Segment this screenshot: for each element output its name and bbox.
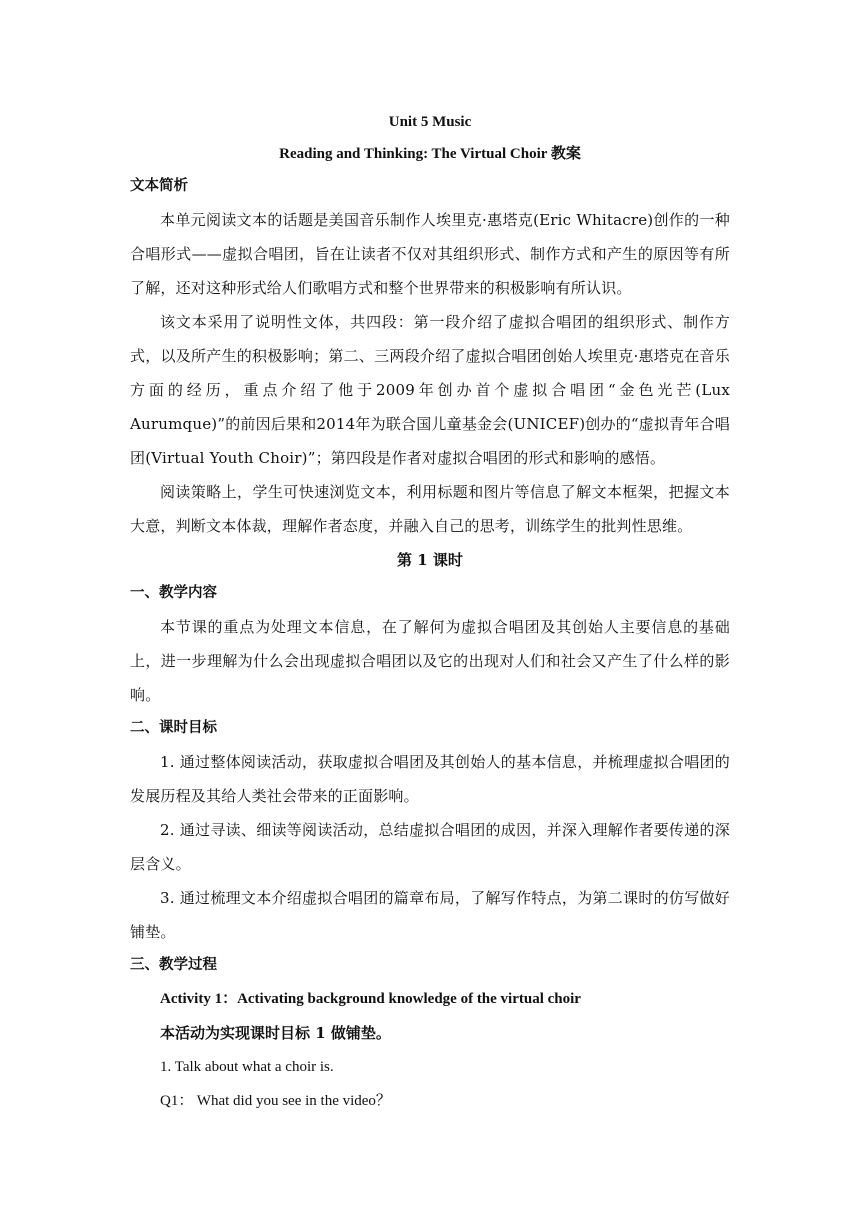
activity-1-step-1: 1. Talk about what a choir is. xyxy=(160,1059,334,1075)
overview-paragraph-3: 阅读策略上，学生可快速浏览文本，利用标题和图片等信息了解文本框架，把握文本大意，判断文本体裁，理解作者态度，并融入自己的思考，训练学生的批判性思维。 xyxy=(130,483,730,535)
lesson-1-title: 第 1 课时 xyxy=(397,551,463,569)
section-heading-lesson-goals: 二、课时目标 xyxy=(130,720,217,736)
document-subtitle: Reading and Thinking: The Virtual Choir 教案 xyxy=(279,146,581,162)
document-page xyxy=(130,106,730,1118)
teaching-content-paragraph: 本节课的重点为处理文本信息，在了解何为虚拟合唱团及其创始人主要信息的基础上，进一步理解为什么会出现虚拟合唱团以及它的出现对人们和社会又产生了什么样的影响。 xyxy=(130,618,730,704)
activity-1-note: 本活动为实现课时目标 1 做铺垫。 xyxy=(160,1024,391,1042)
section-heading-teaching-process: 三、教学过程 xyxy=(130,957,217,973)
activity-1-question-1: Q1： What did you see in the video？ xyxy=(160,1093,391,1109)
overview-paragraph-1: 本单元阅读文本的话题是美国音乐制作人埃里克·惠塔克(Eric Whitacre)创作的一种合唱形式——虚拟合唱团，旨在让读者不仅对其组织形式、制作方式和产生的原因等有所了解，还对这种形式给人们歌唱方式和整个世界带来的积极影响有所认识。 xyxy=(130,211,730,297)
overview-paragraph-2: 该文本采用了说明性文体，共四段：第一段介绍了虚拟合唱团的组织形式、制作方式，以及所产生的积极影响；第二、三两段介绍了虚拟合唱团创始人埃里克·惠塔克在音乐方面的经历，重点介绍了他于2009年创办首个虚拟合唱团“金色光芒(Lux Aurumque)”的前因后果和2014年为联合国儿童基金会(UNICEF)创办的“虚拟青年合唱团(Virtual Youth Choir)”；第四段是作者对虚拟合唱团的形式和影响的感悟。 xyxy=(130,313,730,467)
section-heading-overview: 文本简析 xyxy=(130,178,188,194)
lesson-goal-3: 3. 通过梳理文本介绍虚拟合唱团的篇章布局，了解写作特点，为第二课时的仿写做好铺垫。 xyxy=(130,889,730,941)
activity-1-title: Activity 1：Activating background knowledge of the virtual choir xyxy=(160,991,581,1007)
section-heading-teaching-content: 一、教学内容 xyxy=(130,585,217,601)
lesson-goal-1: 1. 通过整体阅读活动，获取虚拟合唱团及其创始人的基本信息，并梳理虚拟合唱团的发展历程及其给人类社会带来的正面影响。 xyxy=(130,753,730,805)
document-title: Unit 5 Music xyxy=(388,114,472,130)
lesson-goal-2: 2. 通过寻读、细读等阅读活动，总结虚拟合唱团的成因，并深入理解作者要传递的深层含义。 xyxy=(130,821,730,873)
